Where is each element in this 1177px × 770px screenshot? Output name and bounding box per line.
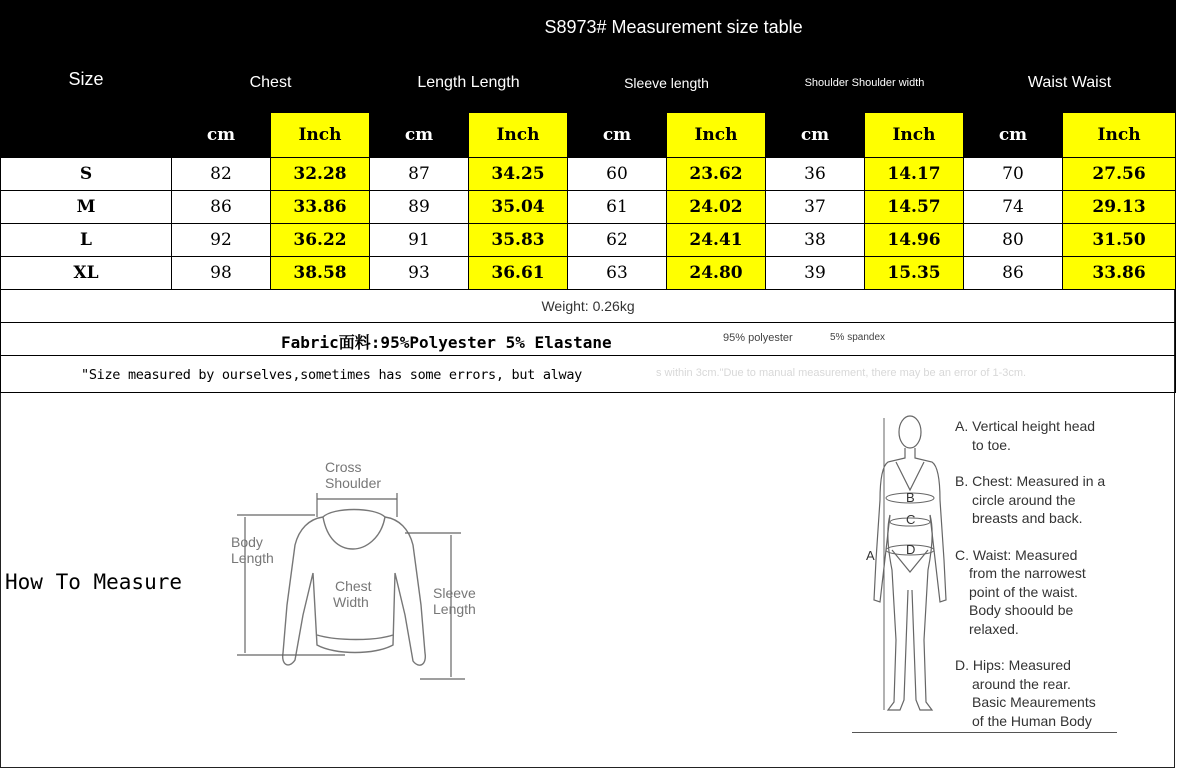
table-row (1, 191, 1176, 224)
unit-cm: cm (568, 113, 667, 158)
sleeve-cm-cell: 60 (568, 158, 667, 191)
sleeve-length-label-2: Length (433, 601, 476, 617)
chest-inch-cell: 33.86 (271, 191, 370, 224)
note-c: C. Waist: Measured from the narrowest point of the waist. Body shoould be relaxed. (955, 546, 1086, 637)
body-head (899, 416, 921, 448)
chest-inch-cell: 38.58 (271, 257, 370, 290)
table-row (1, 257, 1176, 290)
chest-inch-cell: 36.22 (271, 224, 370, 257)
group-chest: Chest (172, 54, 370, 113)
label-a: A (866, 548, 875, 563)
length-cm-cell: 89 (370, 191, 469, 224)
length-cm-cell: 91 (370, 224, 469, 257)
how-to-measure-heading: How To Measure (5, 570, 183, 594)
label-b: B (906, 490, 915, 505)
chest-cm-cell: 92 (172, 224, 271, 257)
waist-cm-cell: 70 (964, 158, 1063, 191)
group-sleeve: Sleeve length (568, 54, 766, 113)
garment-neckline (323, 510, 385, 550)
sleeve-cm-cell: 61 (568, 191, 667, 224)
size-header: Size (1, 1, 172, 158)
body-left-leg (888, 515, 908, 710)
waist-cm-cell: 74 (964, 191, 1063, 224)
waist-inch-cell: 33.86 (1063, 257, 1176, 290)
chest-cm-cell: 82 (172, 158, 271, 191)
chest-cm-cell: 86 (172, 191, 271, 224)
waist-inch-cell: 29.13 (1063, 191, 1176, 224)
fabric-sub-spandex: 5% spandex (830, 332, 886, 343)
disclaimer-note (1, 356, 1176, 393)
length-cm-cell: 87 (370, 158, 469, 191)
body-figure (850, 410, 960, 735)
fabric-sub-polyester: 95% polyester (723, 332, 793, 344)
unit-inch: Inch (865, 113, 964, 158)
cross-shoulder-label: Cross (325, 459, 362, 475)
garment-hem (317, 635, 393, 640)
size-cell: S (1, 158, 172, 191)
length-cm-cell: 93 (370, 257, 469, 290)
garment-diagram (225, 455, 495, 695)
unit-inch: Inch (271, 113, 370, 158)
sleeve-inch-cell: 24.80 (667, 257, 766, 290)
shoulder-cm-cell: 39 (766, 257, 865, 290)
length-inch-cell: 34.25 (469, 158, 568, 191)
weight-note: Weight: 0.26kg (1, 290, 1176, 323)
group-shoulder: Shoulder Shoulder width (766, 54, 964, 113)
fabric-note (1, 323, 1176, 356)
sleeve-cm-cell: 62 (568, 224, 667, 257)
note-b: B. Chest: Measured in a circle around the breasts and back. (955, 473, 1106, 526)
note-d: D. Hips: Measured around the rear. Basic Meaurements of the Human Body (955, 657, 1096, 729)
shoulder-cm-cell: 38 (766, 224, 865, 257)
shoulder-inch-cell: 15.35 (865, 257, 964, 290)
disclaimer-faint-text: s within 3cm."Due to manual measurement, there may be an error of 1-3cm. (656, 367, 1027, 379)
table-title: S8973# Measurement size table (172, 1, 1176, 54)
shoulder-cm-cell: 36 (766, 158, 865, 191)
shoulder-inch-cell: 14.96 (865, 224, 964, 257)
body-length-label-2: Length (231, 550, 274, 566)
measurement-notes (955, 417, 1125, 748)
fabric-text: Fabric面料:95%Polyester 5% Elastane (281, 333, 612, 352)
chest-inch-cell: 32.28 (271, 158, 370, 191)
chest-width-label: Chest (335, 578, 372, 594)
sleeve-inch-cell: 24.02 (667, 191, 766, 224)
unit-cm: cm (766, 113, 865, 158)
waist-cm-cell: 86 (964, 257, 1063, 290)
size-cell: XL (1, 257, 172, 290)
cross-shoulder-label-2: Shoulder (325, 475, 382, 491)
shoulder-cm-cell: 37 (766, 191, 865, 224)
disclaimer-text: "Size measured by ourselves,sometimes has some errors, but alway (81, 367, 582, 383)
waist-cm-cell: 80 (964, 224, 1063, 257)
chest-cm-cell: 98 (172, 257, 271, 290)
length-inch-cell: 35.04 (469, 191, 568, 224)
label-d: D (906, 542, 916, 557)
length-inch-cell: 36.61 (469, 257, 568, 290)
table-row (1, 158, 1176, 191)
shoulder-inch-cell: 14.57 (865, 191, 964, 224)
sleeve-cm-cell: 63 (568, 257, 667, 290)
unit-cm: cm (172, 113, 271, 158)
sleeve-inch-cell: 23.62 (667, 158, 766, 191)
unit-inch: Inch (1063, 113, 1176, 158)
unit-inch: Inch (469, 113, 568, 158)
size-cell: M (1, 191, 172, 224)
body-top (896, 462, 924, 490)
body-length-label: Body (231, 534, 263, 550)
chest-width-label-2: Width (333, 594, 369, 610)
table-row (1, 224, 1176, 257)
group-waist: Waist Waist (964, 54, 1176, 113)
group-length: Length Length (370, 54, 568, 113)
shoulder-inch-cell: 14.17 (865, 158, 964, 191)
label-c: C (906, 512, 916, 527)
size-cell: L (1, 224, 172, 257)
waist-inch-cell: 31.50 (1063, 224, 1176, 257)
sleeve-length-label: Sleeve (433, 585, 476, 601)
waist-inch-cell: 27.56 (1063, 158, 1176, 191)
unit-cm: cm (370, 113, 469, 158)
note-a: A. Vertical height head to toe. (955, 418, 1096, 453)
unit-inch: Inch (667, 113, 766, 158)
sleeve-inch-cell: 24.41 (667, 224, 766, 257)
length-inch-cell: 35.83 (469, 224, 568, 257)
unit-cm: cm (964, 113, 1063, 158)
